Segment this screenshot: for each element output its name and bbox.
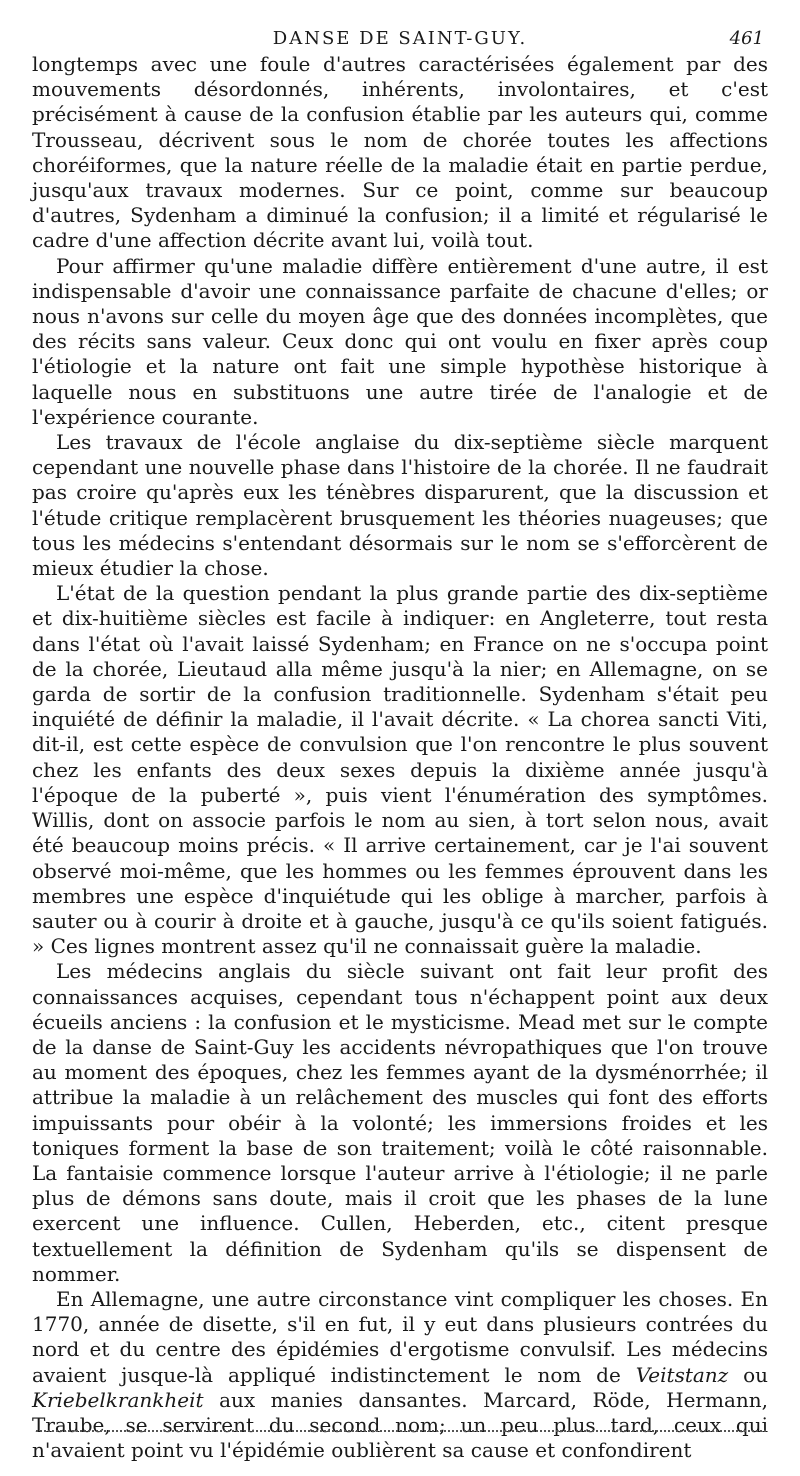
- paragraph-text: ou: [728, 1362, 768, 1387]
- paragraph-text: L'état de la question pendant la plus grande partie des dix-septième et dix-huitième siècles est facile à indiquer: en Angleterre, tout resta dans l'état où l'avait laissé Sydenham; en France on ne s'occupa point de la chorée, Lieutaud alla même jusqu'à la nier; en Allemagne, on se garda de sortir de la confusion traditionnelle. Sydenham s'était peu inquiété de définir la maladie, il l'avait décrite. « La chorea sancti Viti, dit-il, est cette espèce de convulsion que l'on rencontre le plus souvent chez les enfants des deux sexes depuis la dixième année jusqu'à l'époque de la puberté », puis vient l'énumération des symptômes. Willis, dont on associe parfois le nom au sien, à tort selon nous, avait été beaucoup moins précis. « Il arrive certainement, car je l'ai souvent observé moi-même, que les hommes ou les femmes éprouvent dans les membres une espèce d'inquiétude qui les oblige à marcher, parfois à sauter ou à courir à droite et à gauche, jusqu'à ce qu'ils soient fatigués. » Ces lignes montrent assez qu'il ne connaissait guère la maladie.: [32, 581, 768, 959]
- paragraph: [32, 52, 768, 254]
- paragraph-text: Les médecins anglais du siècle suivant ont fait leur profit des connaissances acquises, cependant tous n'échappent point aux deux écueils anciens : la confusion et le mysticisme. Mead met sur le compte de la danse de Saint-Guy les accidents névropathiques que l'on trouve au moment des époques, chez les femmes ayant de la dysménorrhée; il attribue la maladie à un relâchement des muscles qui font des efforts impuissants pour obéir à la volonté; les immersions froides et les toniques forment la base de son traitement; voilà le côté raisonnable. La fantaisie commence lorsque l'auteur arrive à l'étiologie; il ne parle plus de démons sans doute, mais il croit que les phases de la lune exercent une influence. Cullen, Heberden, etc., citent presque textuellement la définition de Sydenham qu'ils se dispensent de nommer.: [32, 959, 768, 1286]
- page-number: 461: [729, 28, 764, 49]
- paragraph: [32, 430, 768, 581]
- running-title: DANSE DE SAINT-GUY.: [272, 28, 528, 49]
- italic-term: Kriebelkrankheit: [32, 1387, 204, 1412]
- paragraph: [32, 581, 768, 959]
- paragraph: [32, 254, 768, 430]
- body-text: [32, 52, 768, 1463]
- paragraph-text: aux manies dansantes. Marcard, Röde, Hermann, Traube, se servirent du second nom; un peu plus tard, ceux qui n'avaient point vu l'épidémie oublièrent sa cause et confondirent: [32, 1387, 768, 1463]
- paragraph: [32, 959, 768, 1287]
- paragraph-text: longtemps avec une foule d'autres caractérisées également par des mouvements désordonnés, inhérents, involontaires, et c'est précisément à cause de la confusion établie par les auteurs qui, comme Trousseau, décrivent sous le nom de chorée toutes les affections choréiformes, que la nature réelle de la maladie était en partie perdue, jusqu'aux travaux modernes. Sur ce point, comme sur beaucoup d'autres, Sydenham a diminué la confusion; il a limité et régularisé le cadre d'une affection décrite avant lui, voilà tout.: [32, 52, 768, 253]
- paragraph-text: Les travaux de l'école anglaise du dix-septième siècle marquent cependant une nouvelle phase dans l'histoire de la chorée. Il ne faudrait pas croire qu'après eux les ténèbres disparurent, que la discussion et l'étude critique remplacèrent brusquement les théories nuageuses; que tous les médecins s'entendant désormais sur le nom se s'efforcèrent de mieux étudier la chose.: [32, 430, 768, 581]
- paragraph-text: Pour affirmer qu'une maladie diffère entièrement d'une autre, il est indispensable d'avoir une connaissance parfaite de chacune d'elles; or nous n'avons sur celle du moyen âge que des données incomplètes, que des récits sans valeur. Ceux donc qui ont voulu en fixer après coup l'étiologie et la nature ont fait une simple hypothèse historique à laquelle nous en substituons une autre tirée de l'analogie et de l'expérience courante.: [32, 253, 768, 429]
- paragraph-text: En Allemagne, une autre circonstance vint compliquer les choses. En 1770, année de disette, s'il en fut, il y eut dans plusieurs contrées du nord et du centre des épidémies d'ergotisme convulsif. Les médecins avaient jusque-là appliqué indistinctement le nom de: [32, 1286, 768, 1387]
- running-header: [32, 22, 768, 52]
- paragraph: [32, 1287, 768, 1463]
- italic-term: Veitstanz: [635, 1362, 729, 1387]
- book-page: [32, 22, 768, 1463]
- footer-dotted-rule: [36, 1430, 766, 1432]
